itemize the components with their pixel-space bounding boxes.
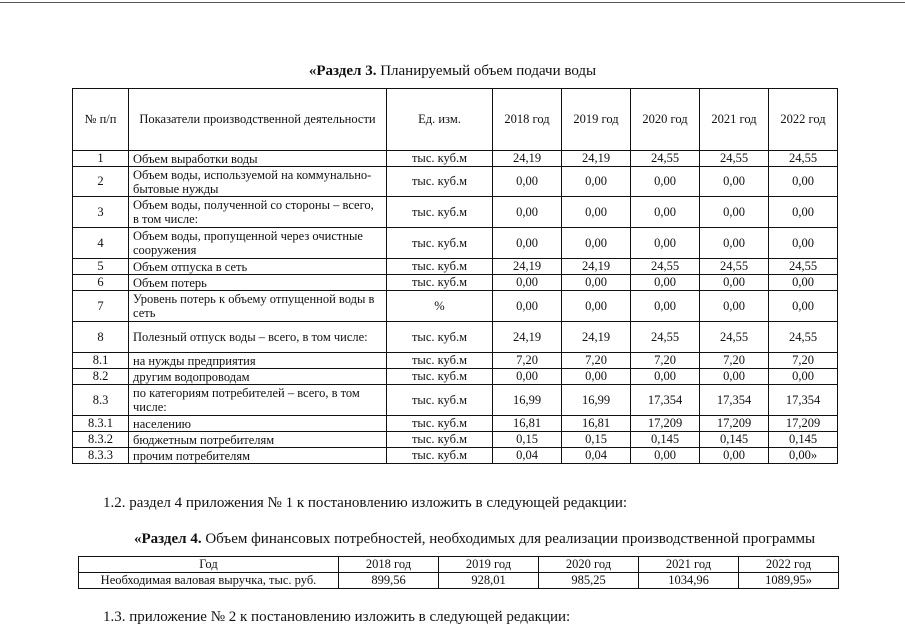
fin-value-cell: 1034,96 [639, 573, 739, 589]
value-cell: 0,00 [769, 369, 838, 385]
value-cell: 17,354 [700, 385, 769, 416]
value-cell: 16,81 [493, 416, 562, 432]
row-number-cell: 4 [73, 228, 129, 259]
value-cell: 24,19 [493, 259, 562, 275]
value-cell: 24,55 [700, 151, 769, 167]
row-number-cell: 8.3 [73, 385, 129, 416]
value-cell: 0,00 [700, 197, 769, 228]
value-cell: 0,00 [769, 167, 838, 197]
value-cell: 0,00 [562, 228, 631, 259]
table-row [73, 385, 838, 416]
value-cell: 24,55 [631, 322, 700, 353]
fin-value-cell: 985,25 [539, 573, 639, 589]
value-cell: 7,20 [700, 353, 769, 369]
unit-cell: тыс. куб.м [387, 448, 493, 464]
table-row [73, 353, 838, 369]
paragraph-1-2: 1.2. раздел 4 приложения № 1 к постановлению изложить в следующей редакции: [103, 495, 628, 511]
value-cell: 24,19 [562, 259, 631, 275]
header-cell: № п/п [73, 89, 129, 151]
unit-cell: тыс. куб.м [387, 322, 493, 353]
value-cell: 0,00 [562, 369, 631, 385]
indicator-name-cell: на нужды предприятия [129, 353, 387, 369]
value-cell: 0,04 [562, 448, 631, 464]
value-cell: 0,145 [769, 432, 838, 448]
value-cell: 0,00 [562, 167, 631, 197]
indicator-name-cell: Полезный отпуск воды – всего, в том числе: [129, 322, 387, 353]
indicator-name-cell: бюджетным потребителям [129, 432, 387, 448]
unit-cell: тыс. куб.м [387, 416, 493, 432]
indicator-name-cell: Объем воды, полученной со стороны – всего, в том числе: [129, 197, 387, 228]
value-cell: 24,55 [700, 322, 769, 353]
value-cell: 0,00 [631, 448, 700, 464]
table-row [73, 275, 838, 291]
fin-header-cell: 2018 год [339, 557, 439, 573]
fin-header-cell: 2019 год [439, 557, 539, 573]
value-cell: 0,00 [562, 197, 631, 228]
value-cell: 0,00 [769, 275, 838, 291]
value-cell: 24,19 [562, 151, 631, 167]
unit-cell: тыс. куб.м [387, 228, 493, 259]
unit-cell: % [387, 291, 493, 322]
value-cell: 0,145 [700, 432, 769, 448]
unit-cell: тыс. куб.м [387, 259, 493, 275]
header-cell: 2022 год [769, 89, 838, 151]
top-rule [0, 2, 905, 3]
value-cell: 0,04 [493, 448, 562, 464]
value-cell: 0,00 [700, 228, 769, 259]
indicator-name-cell: Объем воды, пропущенной через очистные сооружения [129, 228, 387, 259]
fin-header-row [79, 557, 839, 573]
unit-cell: тыс. куб.м [387, 432, 493, 448]
fin-value-row [79, 573, 839, 589]
value-cell: 0,00 [700, 448, 769, 464]
fin-header-cell: 2022 год [739, 557, 839, 573]
row-number-cell: 8.1 [73, 353, 129, 369]
value-cell: 0,00 [493, 228, 562, 259]
row-number-cell: 1 [73, 151, 129, 167]
value-cell: 24,55 [631, 259, 700, 275]
value-cell: 24,55 [769, 259, 838, 275]
value-cell: 0,00 [493, 167, 562, 197]
header-cell: 2018 год [493, 89, 562, 151]
unit-cell: тыс. куб.м [387, 275, 493, 291]
row-number-cell: 2 [73, 167, 129, 197]
value-cell: 0,00 [493, 197, 562, 228]
section-4-title [134, 530, 815, 548]
water-supply-table [72, 88, 838, 464]
table-row [73, 448, 838, 464]
value-cell: 24,19 [493, 151, 562, 167]
value-cell: 0,00 [769, 197, 838, 228]
unit-cell: тыс. куб.м [387, 353, 493, 369]
value-cell: 0,00 [631, 197, 700, 228]
table-row [73, 259, 838, 275]
financial-needs-table [78, 556, 839, 589]
value-cell: 24,55 [769, 322, 838, 353]
table-row [73, 197, 838, 228]
row-number-cell: 6 [73, 275, 129, 291]
section-3-title-bold: «Раздел 3. [308, 63, 377, 79]
table-row [73, 432, 838, 448]
table-row [73, 291, 838, 322]
value-cell: 24,19 [493, 322, 562, 353]
row-number-cell: 5 [73, 259, 129, 275]
header-cell: 2021 год [700, 89, 769, 151]
value-cell: 17,354 [769, 385, 838, 416]
value-cell: 24,55 [769, 151, 838, 167]
value-cell: 16,81 [562, 416, 631, 432]
value-cell: 0,00 [631, 291, 700, 322]
fin-value-cell: 928,01 [439, 573, 539, 589]
value-cell: 0,00 [562, 291, 631, 322]
header-cell: 2019 год [562, 89, 631, 151]
section-4-title-rest: Объем финансовых потребностей, необходимых для реализации производственной программы [201, 531, 816, 547]
indicator-name-cell: населению [129, 416, 387, 432]
table-row [73, 167, 838, 197]
value-cell: 24,55 [631, 151, 700, 167]
value-cell: 7,20 [493, 353, 562, 369]
table-row [73, 151, 838, 167]
value-cell: 0,00 [769, 228, 838, 259]
table-header-row [73, 89, 838, 151]
value-cell: 24,19 [562, 322, 631, 353]
value-cell: 0,00 [493, 369, 562, 385]
header-cell: 2020 год [631, 89, 700, 151]
fin-header-cell: 2021 год [639, 557, 739, 573]
unit-cell: тыс. куб.м [387, 167, 493, 197]
value-cell: 7,20 [769, 353, 838, 369]
value-cell: 0,00 [631, 275, 700, 291]
value-cell: 0,00 [700, 275, 769, 291]
section-4-title-bold: «Раздел 4. [134, 531, 202, 547]
value-cell: 0,00 [700, 167, 769, 197]
value-cell: 0,00 [493, 291, 562, 322]
value-cell: 17,209 [700, 416, 769, 432]
indicator-name-cell: другим водопроводам [129, 369, 387, 385]
row-number-cell: 8.2 [73, 369, 129, 385]
value-cell: 0,00 [700, 291, 769, 322]
table-row [73, 228, 838, 259]
unit-cell: тыс. куб.м [387, 197, 493, 228]
value-cell: 0,00» [769, 448, 838, 464]
paragraph-1-3: 1.3. приложение № 2 к постановлению изложить в следующей редакции: [103, 609, 571, 625]
indicator-name-cell: прочим потребителям [129, 448, 387, 464]
value-cell: 17,209 [769, 416, 838, 432]
row-number-cell: 7 [73, 291, 129, 322]
value-cell: 0,00 [631, 167, 700, 197]
indicator-name-cell: Объем потерь [129, 275, 387, 291]
header-cell: Ед. изм. [387, 89, 493, 151]
row-number-cell: 8.3.1 [73, 416, 129, 432]
fin-header-cell: 2020 год [539, 557, 639, 573]
indicator-name-cell: Уровень потерь к объему отпущенной воды в сеть [129, 291, 387, 322]
row-number-cell: 8.3.3 [73, 448, 129, 464]
value-cell: 16,99 [562, 385, 631, 416]
value-cell: 0,00 [562, 275, 631, 291]
fin-header-cell: Год [79, 557, 339, 573]
unit-cell: тыс. куб.м [387, 385, 493, 416]
value-cell: 0,15 [562, 432, 631, 448]
table-row [73, 369, 838, 385]
value-cell: 7,20 [631, 353, 700, 369]
value-cell: 0,145 [631, 432, 700, 448]
indicator-name-cell: по категориям потребителей – всего, в том числе: [129, 385, 387, 416]
value-cell: 17,209 [631, 416, 700, 432]
table-row [73, 416, 838, 432]
fin-value-cell: 1089,95» [739, 573, 839, 589]
row-number-cell: 3 [73, 197, 129, 228]
value-cell: 0,00 [631, 369, 700, 385]
section-3-title-rest: Планируемый объем подачи воды [376, 63, 597, 79]
value-cell: 0,00 [493, 275, 562, 291]
fin-value-cell: 899,56 [339, 573, 439, 589]
value-cell: 0,00 [700, 369, 769, 385]
header-cell: Показатели производственной деятельности [129, 89, 387, 151]
value-cell: 0,00 [631, 228, 700, 259]
value-cell: 24,55 [700, 259, 769, 275]
value-cell: 17,354 [631, 385, 700, 416]
value-cell: 7,20 [562, 353, 631, 369]
unit-cell: тыс. куб.м [387, 369, 493, 385]
value-cell: 0,00 [769, 291, 838, 322]
value-cell: 16,99 [493, 385, 562, 416]
table-row [73, 322, 838, 353]
value-cell: 0,15 [493, 432, 562, 448]
unit-cell: тыс. куб.м [387, 151, 493, 167]
indicator-name-cell: Объем воды, используемой на коммунально-бытовые нужды [129, 167, 387, 197]
indicator-name-cell: Объем выработки воды [129, 151, 387, 167]
section-3-title [0, 62, 905, 80]
row-number-cell: 8 [73, 322, 129, 353]
fin-value-cell: Необходимая валовая выручка, тыс. руб. [79, 573, 339, 589]
indicator-name-cell: Объем отпуска в сеть [129, 259, 387, 275]
row-number-cell: 8.3.2 [73, 432, 129, 448]
